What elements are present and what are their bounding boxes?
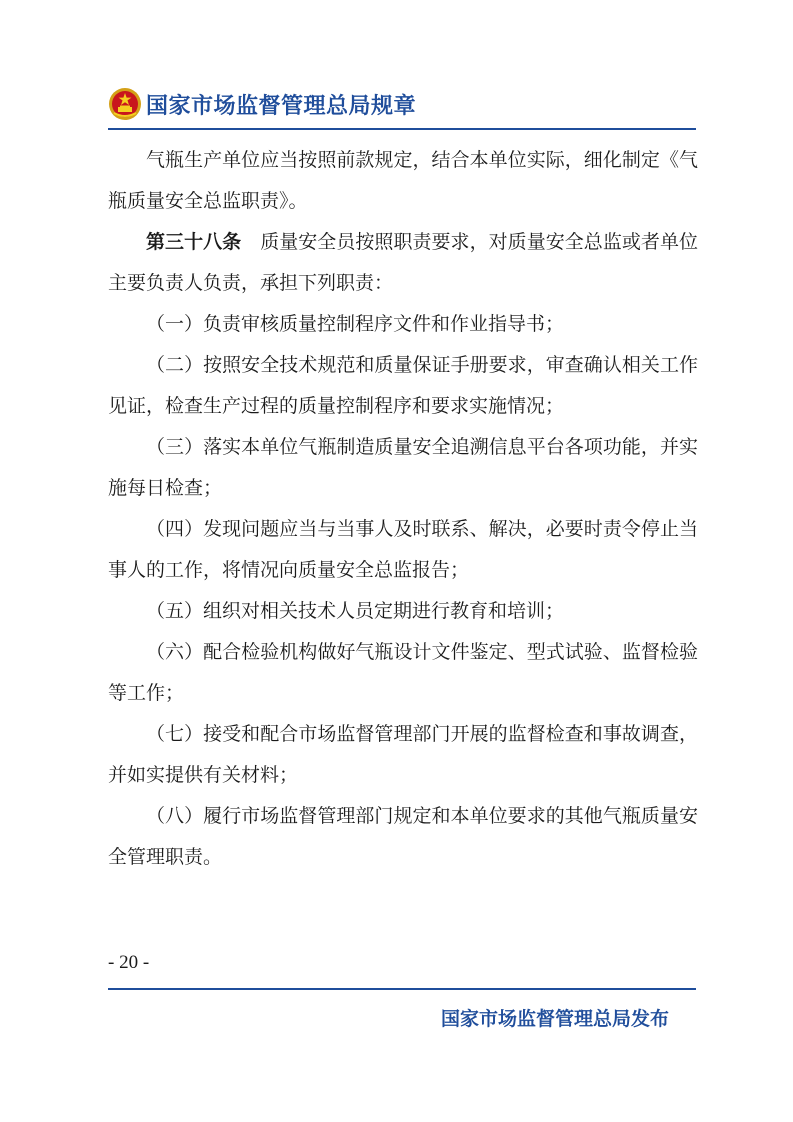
page-header [108,84,696,124]
footer-publisher: 国家市场监督管理总局发布 [440,1008,669,1030]
list-item: （二）按照安全技术规范和质量保证手册要求，审查确认相关工作见证，检查生产过程的质量控制程序和要求实施情况； [108,354,698,417]
paragraph: 气瓶生产单位应当按照前款规定，结合本单位实际，细化制定《气瓶质量安全总监职责》。 [108,149,698,212]
page-number: - 20 - [108,952,150,973]
national-emblem-icon [108,87,142,121]
list-item: （五）组织对相关技术人员定期进行教育和培训； [146,600,565,622]
header-divider [108,128,696,130]
article-text: 质量安全员按照职责要求，对质量安全总监或者单位主要负责人负责，承担下列职责： [108,231,698,294]
document-body [108,140,698,878]
list-item: （七）接受和配合市场监督管理部门开展的监督检查和事故调查，并如实提供有关材料； [108,723,698,786]
list-item: （四）发现问题应当与当事人及时联系、解决，必要时责令停止当事人的工作，将情况向质量安全总监报告； [108,518,698,581]
article-paragraph [108,222,698,304]
list-item: （三）落实本单位气瓶制造质量安全追溯信息平台各项功能，并实施每日检查； [108,436,698,499]
footer-divider [108,988,696,990]
list-item: （八）履行市场监督管理部门规定和本单位要求的其他气瓶质量安全管理职责。 [108,805,698,868]
article-number: 第三十八条 [146,231,242,253]
list-item: （六）配合检验机构做好气瓶设计文件鉴定、型式试验、监督检验等工作； [108,641,698,704]
header-title: 国家市场监督管理总局规章 [146,93,417,119]
list-item: （一）负责审核质量控制程序文件和作业指导书； [146,313,565,335]
